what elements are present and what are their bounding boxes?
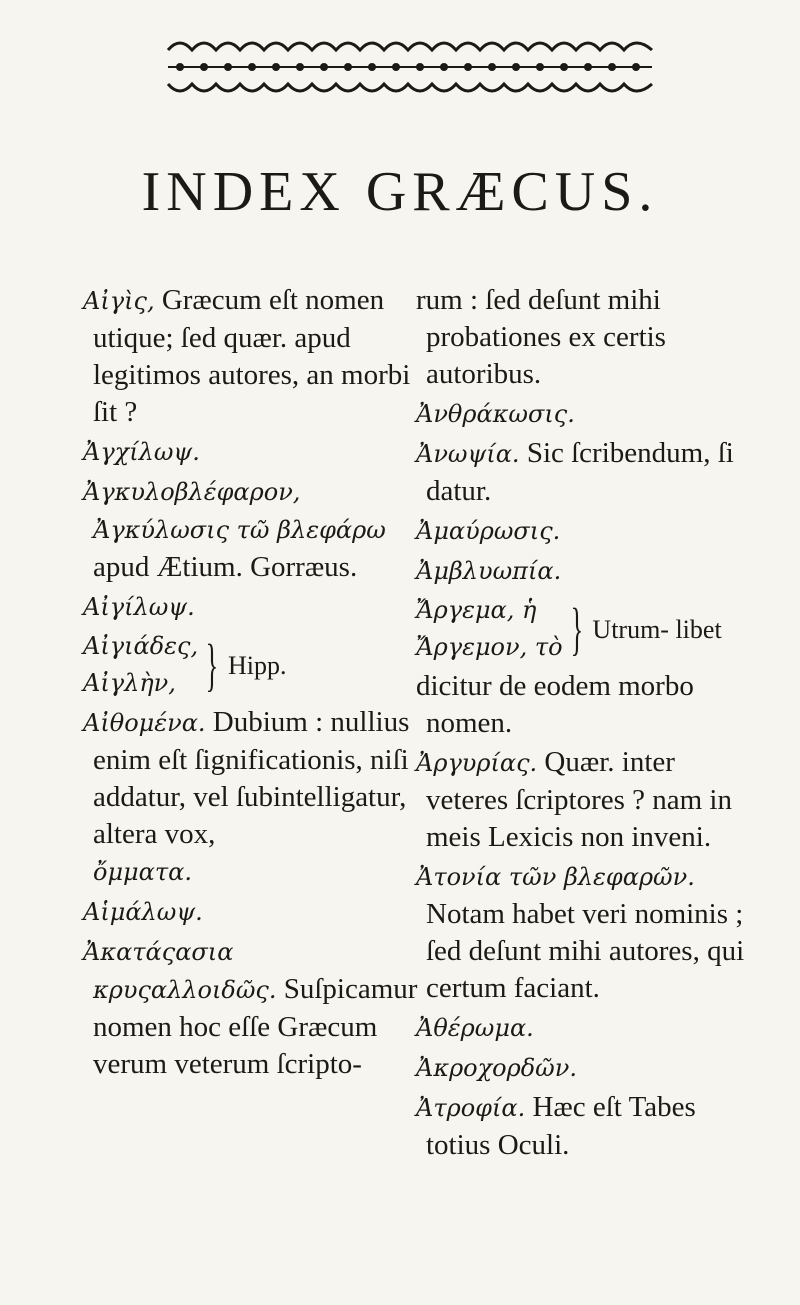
index-entry [83, 893, 423, 931]
braced-entry [83, 628, 423, 702]
greek-term: Ἀτροφία. [416, 1094, 526, 1122]
index-entry [416, 282, 761, 393]
index-entry [416, 858, 761, 1007]
ornament-band [160, 32, 660, 102]
greek-term: Ἀμβλυωπία. [416, 557, 562, 585]
index-entry [416, 395, 761, 433]
index-entry [416, 668, 761, 742]
entry-note: Notam habet veri nominis ; ſed deſunt mihi autores, qui certum faciant. [426, 898, 745, 1004]
greek-term: Ἀμαύρωσις. [416, 517, 561, 545]
index-entry [83, 704, 423, 891]
greek-term: Ἀργυρίας. [416, 749, 538, 777]
brace-note: Utrum- libet [592, 614, 722, 644]
entry-note: rum : ſed deſunt mihi probationes ex certis autoribus. [416, 284, 666, 390]
index-entry [83, 433, 423, 471]
greek-term: Αἱμάλωψ. [83, 898, 203, 926]
entry-note: Quær. inter veteres ſcriptores ? nam in meis Lexicis non inveni. [426, 746, 732, 853]
greek-term: Ἀγχίλωψ. [83, 438, 200, 466]
page-title: INDEX GRÆCUS. [141, 161, 659, 223]
index-entry [416, 1049, 761, 1087]
greek-term: Ἄργεμον, τὸ [416, 633, 563, 661]
greek-term: Ἄργεμα, ἡ [416, 596, 537, 624]
entry-note: Suſpicamur nomen hoc eſſe Græcum verum veterum ſcripto- [93, 973, 418, 1080]
right-column [416, 282, 761, 1166]
brace-mark: } [570, 596, 583, 661]
index-entry [416, 1009, 761, 1047]
greek-term: Ἀνθράκωσις. [416, 400, 575, 428]
greek-term: Ἀκροχορδῶν. [416, 1054, 577, 1082]
index-entry [83, 282, 423, 431]
braced-entry [416, 592, 761, 666]
entry-note: Sic ſcribendum, ſi datur. [426, 437, 734, 507]
entry-note: Hæc eſt Tabes totius Oculi. [426, 1091, 696, 1161]
index-entry [416, 1089, 761, 1164]
greek-term: Αἰγιάδες, [83, 632, 199, 660]
index-entry [83, 933, 423, 1083]
entry-note: dicitur de eodem morbo nomen. [416, 670, 694, 739]
greek-term: Αἰγλὴν, [83, 669, 176, 697]
entry-note: Græcum eſt nomen utique; ſed quær. apud legitimos autores, an morbi ſit ? [93, 284, 411, 428]
index-entry [416, 552, 761, 590]
greek-term: Αἰθομένα. [83, 709, 206, 737]
greek-term: ὄμματα. [93, 858, 192, 886]
greek-term: Ἀθέρωμα. [416, 1014, 534, 1042]
brace-mark: } [205, 632, 219, 697]
entry-note: apud Ætium. Gorræus. [93, 551, 358, 583]
greek-term: Ἀγκυλοβλέφαρον, Ἀγκύλωσις τῶ βλεφάρω [83, 478, 386, 544]
index-entry [83, 473, 423, 586]
index-entry [83, 588, 423, 626]
index-entry [416, 512, 761, 550]
index-entry [416, 435, 761, 510]
index-entry [416, 744, 761, 856]
brace-note: Hipp. [227, 650, 287, 680]
entry-note: Dubium : nullius enim eſt ſignificationis, niſi addatur, vel ſubintelligatur, altera vox, [93, 706, 410, 850]
greek-term: Ἀτονία τῶν βλεφαρῶν. [416, 863, 695, 891]
greek-term: Αἰγὶς, [83, 287, 155, 315]
greek-term: Ἀκατάςασια κρυςαλλοιδῶς. [83, 938, 277, 1004]
left-column [83, 282, 423, 1085]
greek-term: Ἀνωψία. [416, 440, 520, 468]
greek-term: Αἰγίλωψ. [83, 593, 195, 621]
